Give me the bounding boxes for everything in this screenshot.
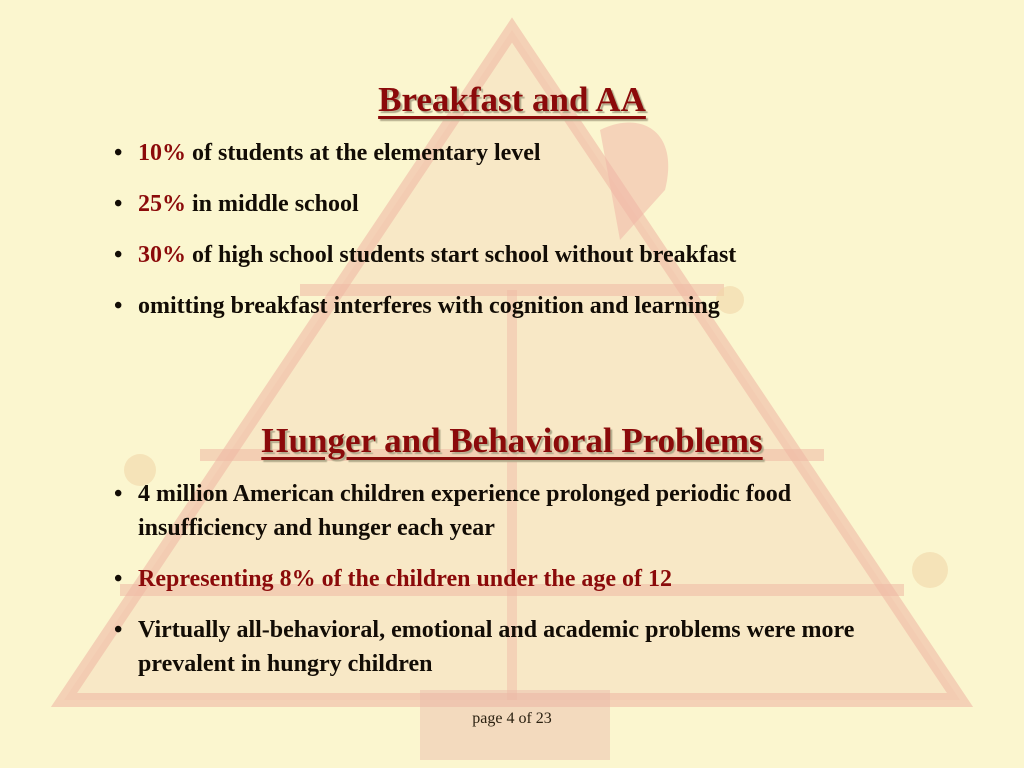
section-title-hunger: Hunger and Behavioral Problems [261,421,763,460]
list-item: • 30% of high school students start school without breakfast [112,238,817,272]
list-item: • 25% in middle school [112,187,817,221]
list-item: • Representing 8% of the children under the age of 12 [112,562,872,596]
list-item: • Virtually all-behavioral, emotional and academic problems were more prevalent in hungry children [112,613,872,681]
breakfast-bullet-list [112,136,817,340]
list-item: • 4 million American children experience prolonged periodic food insufficiency and hunger each year [112,477,872,545]
list-item: • omitting breakfast interferes with cognition and learning [112,289,817,323]
section-title-breakfast: Breakfast and AA [378,80,646,119]
list-item: • 10% of students at the elementary level [112,136,817,170]
hunger-bullet-list [112,477,872,698]
page-number: page 4 of 23 [472,710,552,727]
